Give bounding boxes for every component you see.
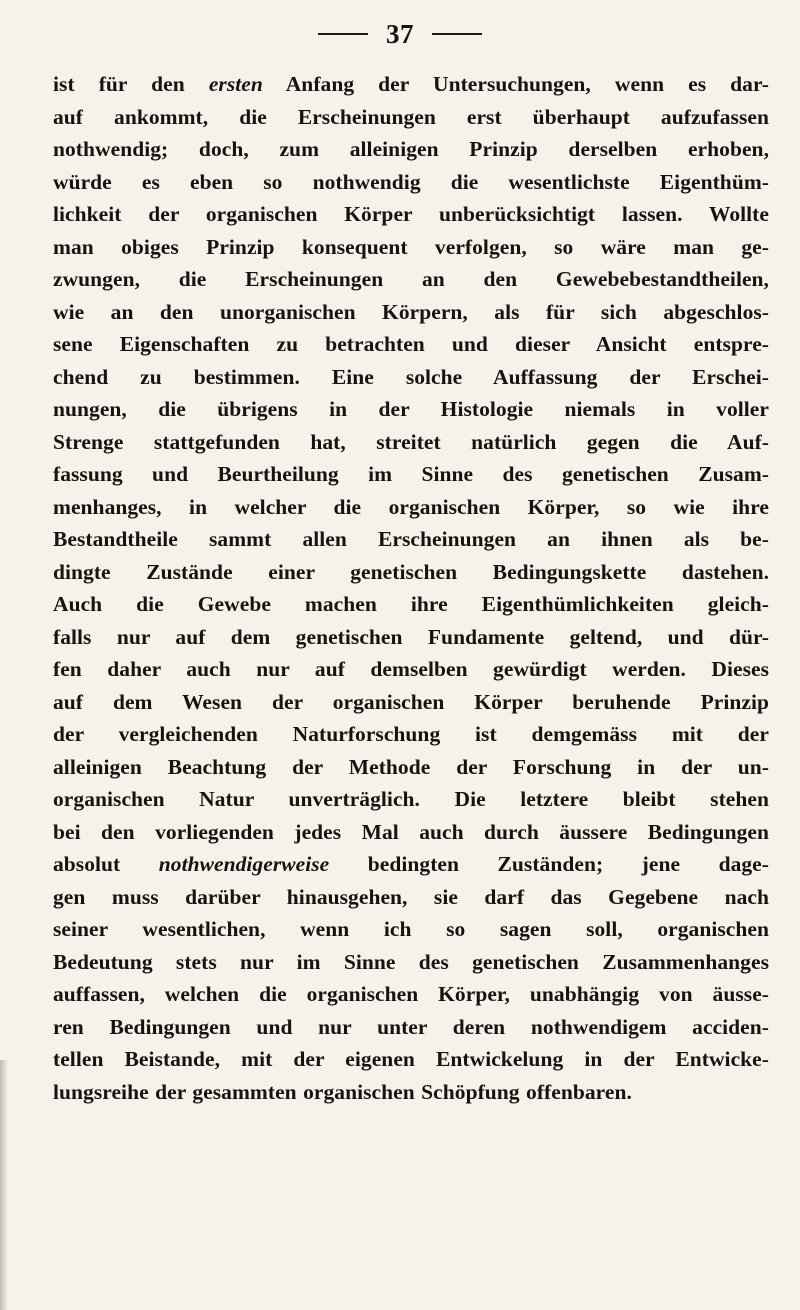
text-line [53,263,769,296]
text-segment: falls nur auf dem genetischen Fundamente geltend, und dür- [53,624,769,649]
text-segment: lichkeit der organischen Körper unberücksichtigt lassen. Wollte [53,202,769,226]
text-segment: auf dem Wesen der organischen Körper beruhende Prinzip [53,689,769,714]
text-line [53,556,769,589]
page-number: 37 [386,18,414,49]
text-line [53,946,769,979]
text-segment: Bestandtheile sammt allen Erscheinungen an ihnen als be- [53,527,769,551]
text-segment: zwungen, die Erscheinungen an den Gewebebestandtheilen, [53,267,769,291]
text-line [53,653,769,686]
text-segment: ist für den [53,72,209,96]
text-line [53,783,769,816]
text-line [53,718,769,751]
text-line [53,393,769,426]
text-line [53,523,769,556]
text-line [53,361,769,394]
text-line [53,881,769,914]
page-header [0,14,800,54]
italic-emphasis: nothwendigerweise [158,852,330,876]
text-segment: organischen Natur unverträglich. Die letztere bleibt stehen [53,787,769,811]
text-line [53,198,769,231]
text-segment: nungen, die übrigens in der Histologie niemals in voller [53,397,769,421]
text-line [53,101,769,134]
text-segment: alleinigen Beachtung der Methode der Forschung in der un- [53,754,769,779]
page-edge-shadow [0,1060,8,1310]
body-text [53,68,769,1108]
text-line [53,296,769,329]
text-line [53,231,769,264]
text-segment: chend zu bestimmen. Eine solche Auffassung der Erschei- [53,364,769,389]
header-rule-right [432,33,482,35]
text-line [53,978,769,1011]
text-line [53,621,769,654]
text-line [53,328,769,361]
text-segment: sene Eigenschaften zu betrachten und dieser Ansicht entspre- [53,332,769,356]
text-segment: auf ankommt, die Erscheinungen erst überhaupt aufzufassen [53,104,769,129]
text-line [53,816,769,849]
text-segment: lungsreihe der gesammten organischen Schöpfung offenbaren. [53,1079,632,1104]
text-segment: gen muss darüber hinausgehen, sie darf das Gegebene nach [53,884,769,909]
text-line [53,913,769,946]
text-segment: nothwendig; doch, zum alleinigen Prinzip derselben erhoben, [53,137,769,161]
text-segment: fen daher auch nur auf demselben gewürdigt werden. Dieses [53,657,769,681]
text-segment: menhanges, in welcher die organischen Körper, so wie ihre [53,494,769,519]
text-line [53,166,769,199]
text-line [53,68,769,101]
text-segment: bei den vorliegenden jedes Mal auch durch äussere Bedingungen [53,819,769,844]
text-segment: Bedeutung stets nur im Sinne des genetischen Zusammenhanges [53,949,769,974]
text-segment: würde es eben so nothwendig die wesentlichste Eigenthüm- [53,169,769,194]
text-line [53,1043,769,1076]
text-segment: man obiges Prinzip konsequent verfolgen, so wäre man ge- [53,234,769,259]
text-segment: fassung und Beurtheilung im Sinne des genetischen Zusam- [53,462,769,486]
text-segment: Auch die Gewebe machen ihre Eigenthümlichkeiten gleich- [53,592,769,616]
text-segment: bedingten Zuständen; jene dage- [329,852,769,876]
text-segment: seiner wesentlichen, wenn ich so sagen soll, organischen [53,917,769,941]
text-line [53,588,769,621]
header-rule-left [318,33,368,35]
text-line [53,458,769,491]
text-segment: wie an den unorganischen Körpern, als für sich abgeschlos- [53,299,769,324]
text-line [53,1076,769,1109]
text-segment: absolut [53,852,159,876]
text-line [53,426,769,459]
italic-emphasis: ersten [208,72,263,96]
text-segment: dingte Zustände einer genetischen Bedingungskette dastehen. [53,559,769,584]
text-segment: Strenge stattgefunden hat, streitet natürlich gegen die Auf- [53,429,769,454]
text-line [53,848,769,881]
text-line [53,686,769,719]
text-line [53,1011,769,1044]
text-segment: der vergleichenden Naturforschung ist demgemäss mit der [53,722,769,746]
text-segment: tellen Beistande, mit der eigenen Entwickelung in der Entwicke- [53,1047,769,1071]
text-segment: Anfang der Untersuchungen, wenn es dar- [262,72,769,96]
text-segment: auffassen, welchen die organischen Körper, unabhängig von äusse- [53,982,769,1006]
text-line [53,491,769,524]
text-line [53,133,769,166]
text-line [53,751,769,784]
text-segment: ren Bedingungen und nur unter deren nothwendigem acciden- [53,1014,769,1039]
